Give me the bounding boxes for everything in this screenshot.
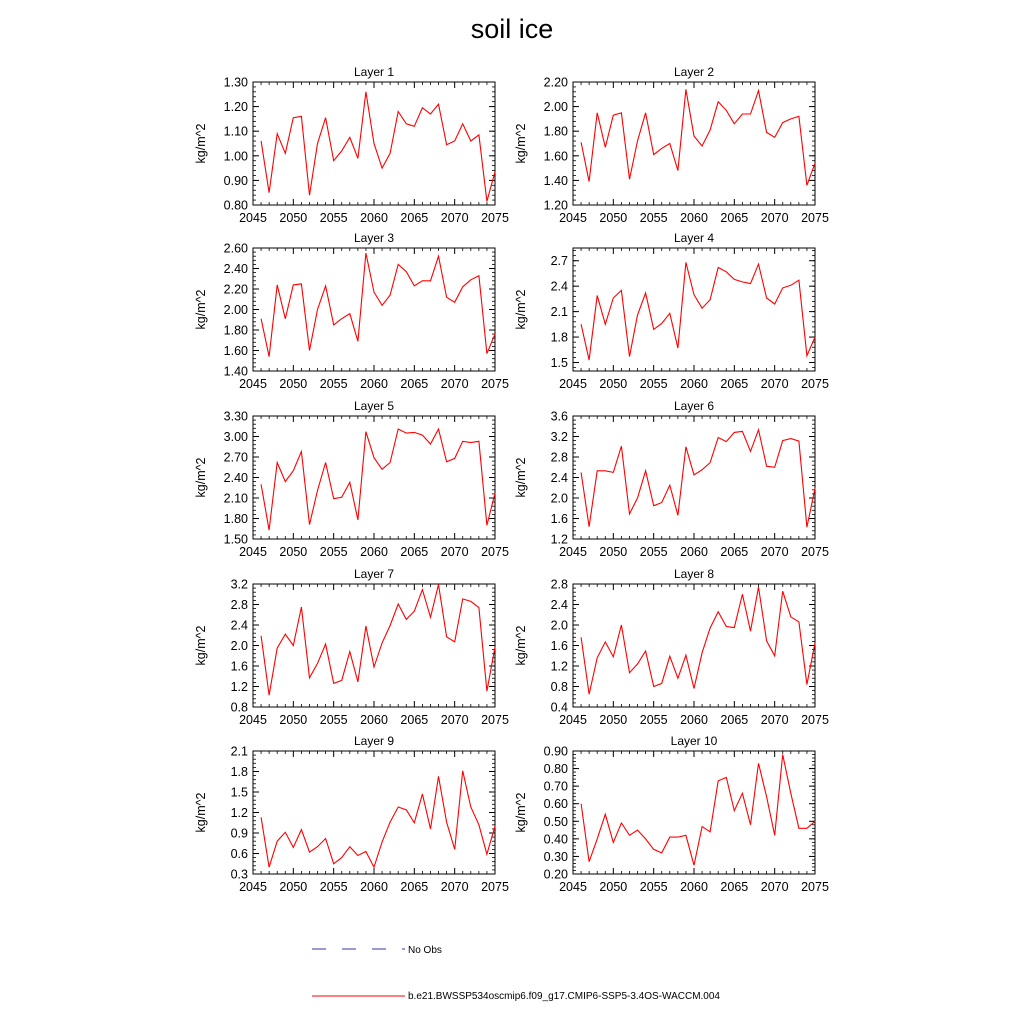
y-tick-label: 0.40	[543, 832, 568, 847]
x-tick-label: 2075	[481, 880, 509, 894]
panel-title: Layer 3	[353, 231, 395, 245]
y-axis-label: kg/m^2	[514, 289, 528, 330]
y-axis-label: kg/m^2	[194, 625, 208, 666]
panel-title: Layer 1	[353, 65, 395, 79]
x-tick-label: 2045	[559, 545, 587, 559]
y-tick-label: 0.4	[550, 700, 568, 715]
panel-layer-4	[514, 231, 829, 391]
y-tick-label: 1.6	[550, 639, 568, 653]
x-tick-label: 2050	[599, 713, 628, 727]
y-tick-label: 2.20	[543, 75, 568, 90]
y-tick-label: 2.1	[550, 305, 568, 320]
x-tick-label: 2070	[760, 211, 789, 225]
y-tick-label: 1.10	[223, 124, 248, 139]
y-tick-label: 1.30	[223, 75, 248, 90]
x-tick-label: 2065	[720, 211, 749, 225]
legend	[312, 945, 720, 1002]
panel-layer-1	[194, 65, 509, 225]
panel-layer-9	[194, 734, 509, 894]
y-tick-label: 3.2	[550, 430, 568, 444]
x-tick-label: 2065	[400, 211, 429, 225]
x-tick-label: 2055	[639, 211, 668, 225]
x-tick-label: 2055	[639, 545, 668, 559]
y-tick-label: 0.3	[230, 867, 248, 882]
y-tick-label: 0.90	[223, 173, 248, 188]
panel-title: Layer 5	[353, 399, 395, 413]
y-tick-label: 3.6	[550, 409, 568, 424]
y-tick-label: 2.00	[223, 303, 248, 317]
x-tick-label: 2070	[760, 713, 789, 727]
data-series-line	[261, 429, 495, 530]
x-tick-label: 2050	[599, 211, 628, 225]
y-tick-label: 1.00	[223, 149, 248, 164]
x-tick-label: 2075	[481, 545, 509, 559]
y-tick-label: 2.7	[550, 254, 568, 269]
y-tick-label: 1.50	[223, 532, 248, 547]
x-tick-label: 2050	[599, 545, 628, 559]
y-tick-label: 1.2	[230, 806, 248, 820]
y-tick-label: 1.5	[230, 785, 248, 800]
chart-title: soil ice	[470, 14, 554, 44]
legend-obs-label: No Obs	[408, 945, 442, 956]
y-tick-label: 0.60	[543, 797, 568, 812]
x-tick-label: 2075	[801, 211, 829, 225]
x-tick-label: 2050	[599, 377, 628, 391]
x-tick-label: 2050	[279, 211, 308, 225]
y-tick-label: 1.80	[223, 512, 248, 526]
x-tick-label: 2060	[680, 377, 708, 391]
y-tick-label: 1.40	[543, 173, 568, 188]
x-tick-label: 2075	[801, 545, 829, 559]
x-tick-label: 2055	[319, 211, 348, 225]
y-tick-label: 0.6	[230, 847, 248, 861]
y-tick-label: 1.2	[550, 532, 568, 547]
plot-frame	[253, 416, 495, 539]
data-series-line	[581, 262, 815, 360]
y-tick-label: 2.4	[230, 618, 248, 633]
x-tick-label: 2055	[639, 880, 668, 894]
y-tick-label: 2.0	[550, 618, 568, 633]
panel-title: Layer 6	[673, 399, 715, 413]
data-series-line	[581, 89, 815, 185]
y-tick-label: 1.5	[550, 356, 568, 371]
x-tick-label: 2070	[440, 880, 469, 894]
data-series-line	[261, 92, 495, 202]
x-tick-label: 2060	[360, 211, 388, 225]
data-series-line	[261, 253, 495, 357]
y-tick-label: 0.90	[543, 744, 568, 759]
y-tick-label: 3.00	[223, 430, 248, 444]
y-axis-label: kg/m^2	[514, 792, 528, 833]
y-tick-label: 1.2	[550, 659, 568, 674]
y-tick-label: 1.8	[550, 330, 568, 345]
x-tick-label: 2050	[279, 545, 308, 559]
y-tick-label: 0.8	[550, 680, 568, 694]
y-tick-label: 1.2	[230, 680, 248, 694]
x-tick-label: 2045	[239, 377, 267, 391]
x-tick-label: 2060	[680, 545, 708, 559]
x-tick-label: 2060	[680, 880, 708, 894]
panel-title: Layer 7	[353, 567, 395, 581]
y-tick-label: 1.60	[543, 149, 568, 164]
y-tick-label: 2.10	[223, 491, 248, 506]
y-axis-label: kg/m^2	[514, 625, 528, 666]
y-tick-label: 2.40	[223, 471, 248, 485]
y-tick-label: 1.40	[223, 364, 248, 379]
x-tick-label: 2065	[720, 545, 749, 559]
y-tick-label: 1.8	[230, 765, 248, 779]
y-tick-label: 0.9	[230, 826, 248, 841]
panel-layer-8	[514, 567, 829, 727]
x-tick-label: 2065	[720, 713, 749, 727]
y-tick-label: 2.20	[223, 282, 248, 297]
x-tick-label: 2060	[360, 545, 388, 559]
y-tick-label: 1.20	[223, 100, 248, 115]
x-tick-label: 2070	[760, 880, 789, 894]
y-tick-label: 2.60	[223, 241, 248, 256]
x-tick-label: 2070	[760, 545, 789, 559]
y-tick-label: 0.50	[543, 814, 568, 829]
x-tick-label: 2045	[239, 880, 267, 894]
plot-frame	[573, 82, 815, 205]
panel-layer-10	[514, 734, 829, 894]
data-series-line	[261, 771, 495, 867]
y-tick-label: 2.4	[550, 279, 568, 294]
x-tick-label: 2070	[440, 713, 469, 727]
y-tick-label: 2.70	[223, 450, 248, 465]
x-tick-label: 2045	[559, 377, 587, 391]
y-tick-label: 2.8	[550, 450, 568, 465]
x-tick-label: 2065	[400, 377, 429, 391]
plot-frame	[253, 248, 495, 371]
y-tick-label: 1.80	[223, 323, 248, 338]
y-tick-label: 2.0	[550, 491, 568, 506]
y-axis-label: kg/m^2	[514, 123, 528, 164]
x-tick-label: 2050	[599, 880, 628, 894]
x-tick-label: 2050	[279, 880, 308, 894]
y-tick-label: 2.0	[230, 639, 248, 653]
panel-layer-5	[194, 399, 509, 559]
y-tick-label: 0.20	[543, 867, 568, 882]
x-tick-label: 2075	[481, 713, 509, 727]
legend-model-label: b.e21.BWSSP534oscmip6.f09_g17.CMIP6-SSP5-3.4OS-WACCM.004	[408, 991, 720, 1002]
y-tick-label: 0.8	[230, 700, 248, 715]
y-axis-label: kg/m^2	[194, 792, 208, 833]
x-tick-label: 2050	[279, 377, 308, 391]
x-tick-label: 2070	[440, 211, 469, 225]
data-series-line	[581, 587, 815, 694]
y-tick-label: 3.30	[223, 409, 248, 424]
panel-title: Layer 9	[353, 734, 395, 748]
x-tick-label: 2060	[360, 377, 388, 391]
plot-frame	[253, 584, 495, 707]
panel-layer-2	[514, 65, 829, 225]
x-tick-label: 2055	[639, 713, 668, 727]
x-tick-label: 2070	[760, 377, 789, 391]
x-tick-label: 2075	[481, 377, 509, 391]
y-tick-label: 1.6	[550, 512, 568, 526]
panel-title: Layer 2	[673, 65, 715, 79]
panel-layer-6	[514, 399, 829, 559]
data-series-line	[581, 430, 815, 527]
panel-layer-7	[194, 567, 509, 727]
panel-title: Layer 4	[673, 231, 715, 245]
y-axis-label: kg/m^2	[194, 289, 208, 330]
x-tick-label: 2055	[319, 377, 348, 391]
y-axis-label: kg/m^2	[194, 457, 208, 498]
y-tick-label: 1.60	[223, 344, 248, 358]
plot-frame	[573, 751, 815, 874]
y-tick-label: 1.80	[543, 124, 568, 139]
data-series-line	[261, 585, 495, 696]
x-tick-label: 2045	[239, 211, 267, 225]
panel-title: Layer 8	[673, 567, 715, 581]
y-tick-label: 2.00	[543, 100, 568, 115]
y-tick-label: 3.2	[230, 577, 248, 592]
x-tick-label: 2055	[319, 545, 348, 559]
x-tick-label: 2045	[239, 713, 267, 727]
panel-title: Layer 10	[670, 734, 718, 748]
x-tick-label: 2045	[559, 211, 587, 225]
plot-frame	[573, 416, 815, 539]
y-tick-label: 1.6	[230, 659, 248, 674]
y-tick-label: 2.4	[550, 598, 568, 612]
y-axis-label: kg/m^2	[514, 457, 528, 498]
y-tick-label: 0.80	[543, 762, 568, 777]
x-tick-label: 2055	[319, 713, 348, 727]
y-tick-label: 2.1	[230, 744, 248, 759]
x-tick-label: 2075	[801, 377, 829, 391]
data-series-line	[581, 755, 815, 866]
x-tick-label: 2070	[440, 377, 469, 391]
y-tick-label: 2.40	[223, 262, 248, 276]
x-tick-label: 2060	[360, 713, 388, 727]
x-tick-label: 2075	[801, 880, 829, 894]
x-tick-label: 2065	[720, 377, 749, 391]
x-tick-label: 2045	[559, 713, 587, 727]
x-tick-label: 2045	[559, 880, 587, 894]
x-tick-label: 2055	[639, 377, 668, 391]
panel-layer-3	[194, 231, 509, 391]
y-tick-label: 0.30	[543, 849, 568, 864]
x-tick-label: 2070	[440, 545, 469, 559]
y-tick-label: 2.4	[550, 471, 568, 485]
y-axis-label: kg/m^2	[194, 123, 208, 164]
x-tick-label: 2045	[239, 545, 267, 559]
x-tick-label: 2065	[720, 880, 749, 894]
y-tick-label: 0.70	[543, 779, 568, 794]
x-tick-label: 2050	[279, 713, 308, 727]
x-tick-label: 2075	[481, 211, 509, 225]
x-tick-label: 2065	[400, 713, 429, 727]
x-tick-label: 2065	[400, 880, 429, 894]
y-tick-label: 2.8	[550, 577, 568, 592]
x-tick-label: 2065	[400, 545, 429, 559]
x-tick-label: 2075	[801, 713, 829, 727]
x-tick-label: 2060	[680, 713, 708, 727]
y-tick-label: 2.8	[230, 598, 248, 612]
y-tick-label: 1.20	[543, 198, 568, 213]
x-tick-label: 2060	[360, 880, 388, 894]
y-tick-label: 0.80	[223, 198, 248, 213]
x-tick-label: 2060	[680, 211, 708, 225]
x-tick-label: 2055	[319, 880, 348, 894]
